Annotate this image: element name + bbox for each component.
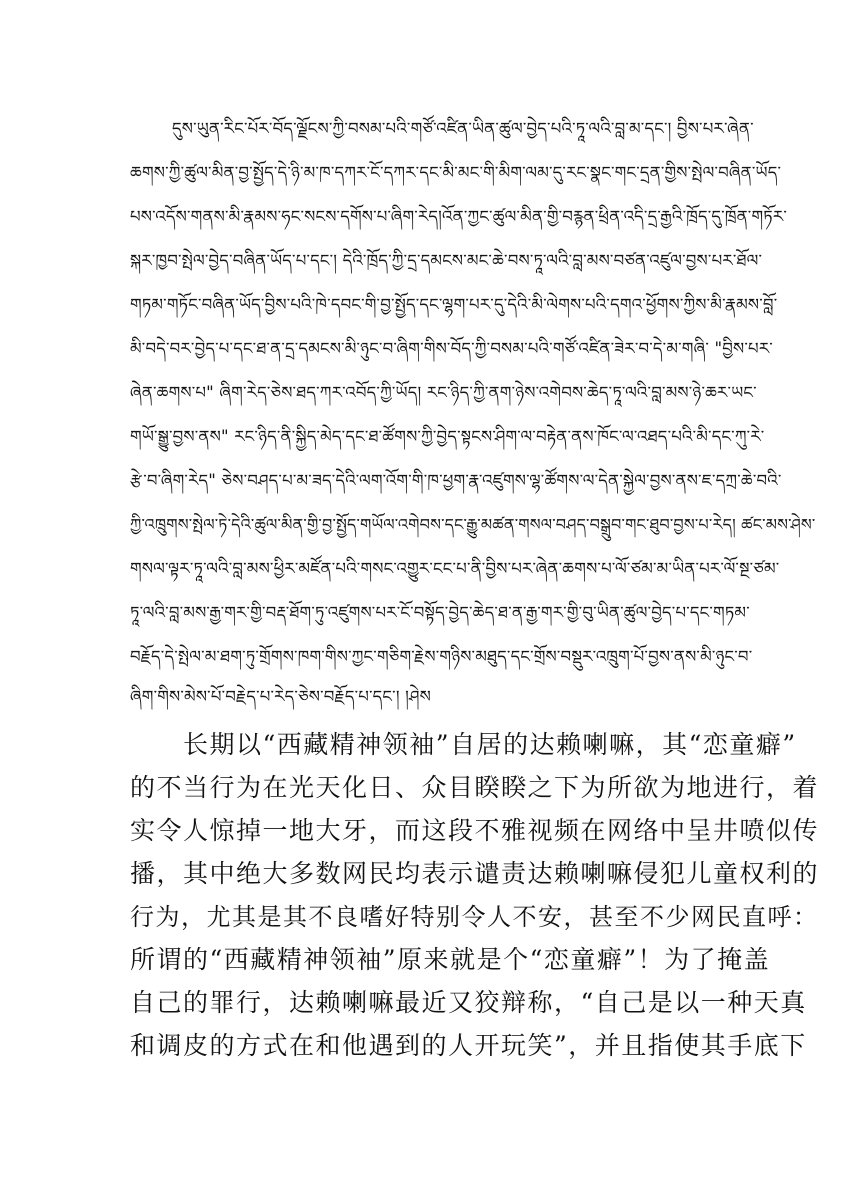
tibetan-line: བརྗོད་དེ་སྤེལ་མ་ཐག་ཏུ་གྲོགས་ཁག་གིས་ཀྱང་གཅིག་རྗེས་གཉིས་མཐུད་དང་གྲོས་བསྡུར་འཁྲུག་པོ་བྱས་ནས་མི་ཉུང་བ་ — [130, 647, 753, 666]
tibetan-line: ཞིག་གིས་མེས་པོ་བརྗེད་པ་རེད་ཅེས་བརྗོད་པ་དང་། །ཤེས — [130, 687, 431, 706]
chinese-line: 播，其中绝大多数网民均表示谴责达赖喇嘛侵犯儿童权利的 — [130, 859, 820, 888]
tibetan-line: ཆགས་ཀྱི་ཚུལ་མིན་བྱ་སྤྱོད་དེ་ཉི་མ་ཁ་དཀར་ངོ་དཀར་དང་མི་མང་གི་མིག་ལམ་དུ་རང་སྣང་གང་དྲན་གྱིས་སྤེལ་བཞིན་ཡོད་ — [130, 163, 782, 182]
tibetan-line: གཡོ་སྒྱུ་བྱས་ནས" རང་ཉིད་ནི་སྐྱིད་མེད་དང་ཐ་ཚོགས་ཀྱི་བྱེད་སྟངས་ཤིག་ལ་བརྟེན་ནས་ཁོང་ལ་འཐད་པའི་མི་དང་ཀུ་རེ་ — [130, 427, 765, 446]
chinese-line: 实令人惊掉一地大牙，而这段不雅视频在网络中呈井喷似传 — [130, 816, 820, 845]
chinese-line: 自己的罪行，达赖喇嘛最近又狡辩称，“自己是以一种天真 — [130, 988, 807, 1017]
chinese-line: 的不当行为在光天化日、众目睽睽之下为所欲为地进行，着 — [130, 773, 820, 802]
tibetan-line: པས་འདོས་གནས་མི་རྣམས་ཧང་སངས་དགོས་པ་ཞིག་རེད།འོན་ཀྱང་ཚུལ་མིན་གྱི་བརྙན་ཕྲིན་འདི་དྲ་རྒྱའི་ཁྲོད་དུ་ཁྲོན་གཏོར་ — [130, 207, 788, 226]
tibetan-line: དུས་ཡུན་རིང་པོར་བོད་ལྗོངས་ཀྱི་བསམ་པའི་གཙོ་འཛིན་ཡིན་ཚུལ་བྱེད་པའི་ཏཱ་ལའི་བླ་མ་དང་། བྱིས་པར་ཞེན་ — [172, 119, 754, 138]
tibetan-line: ཏཱ་ལའི་བླ་མས་རྒྱ་གར་གྱི་བརྡ་ཐོག་ཏུ་འཛུགས་པར་ངོ་བསྟོད་བྱེད་ཆེད་ཐ་ན་རྒྱ་གར་གྱི་བུ་ཡིན་ཚུལ་བྱེད་པ་དང་གཏམ་ — [130, 603, 750, 622]
tibetan-line: རྩེ་བ་ཞིག་རེད" ཅེས་བཤད་པ་མ་ཟད་དེའི་ལག་འོག་གི་ཁ་ཕྱག་རྣ་འཛུགས་ལྷ་ཚོགས་ལ་དེན་སྐྱེལ་བྱས་ནས་ཇ་དཀྲ་ཆེ་བའི་ — [130, 471, 782, 490]
tibetan-line: ཀྱི་འཁྲུགས་སྤེལ་ཏེ་དེའི་ཚུལ་མིན་གྱི་བྱ་སྤྱོད་གཡོལ་འགེབས་དང་རྒྱུ་མཚན་གསལ་བཤད་བསྒྲུབ་གང་ཐུབ་བྱས་པ་རེད། ཚང་མས་ཤེས་ — [130, 515, 816, 534]
chinese-line: 所谓的“西藏精神领袖”原来就是个“恋童癖”！为了掩盖 — [130, 945, 771, 974]
tibetan-line: ཞེན་ཆགས་པ" ཞིག་རེད་ཅེས་ཐད་ཀར་འབོད་ཀྱི་ཡོད། རང་ཉིད་ཀྱི་ནག་ཉེས་འགེབས་ཆེད་ཏཱ་ལའི་བླ་མས་ཉེ་ཆར་ཡང་ — [130, 383, 757, 402]
tibetan-line: གཏམ་གཏོང་བཞིན་ཡོད་བྱིས་པའི་ཁེ་དབང་གི་བྱ་སྤྱོད་དང་ལྷག་པར་དུ་དེའི་མི་ལེགས་པའི་དགའ་ཕྱོགས་ཀྱིས་མི་རྣམས་བློ་ — [130, 295, 778, 314]
chinese-line: 长期以“西藏精神领袖”自居的达赖喇嘛，其“恋童癖” — [130, 730, 797, 759]
tibetan-line: སྐར་ཁྱབ་སྤེལ་བྱེད་བཞིན་ཡོད་པ་དང་། དེའི་ཁྲོད་ཀྱི་དྲ་དམངས་མང་ཆེ་བས་ཏཱ་ལའི་བླ་མས་བཙན་འཛུལ་བྱས་པར་ཐོལ་ — [130, 251, 763, 270]
chinese-line: 和调皮的方式在和他遇到的人开玩笑”，并且指使其手底下 — [130, 1031, 807, 1060]
tibetan-line: གསལ་ལྟར་ཏཱ་ལའི་བླ་མས་ཕྱིར་མཛོན་པའི་གསང་འགྱུར་ངང་པ་ནི་བྱིས་པར་ཞེན་ཆགས་པ་ལོ་ཙམ་མ་ཡིན་པར་ལོ་སྔ་ཙམ་ — [130, 559, 780, 578]
chinese-line: 行为，尤其是其不良嗜好特别令人不安，甚至不少网民直呼： — [130, 903, 819, 931]
tibetan-line: མི་བདེ་བར་བྱེད་པ་དང་ཐ་ན་དྲ་དམངས་མི་ཉུང་བ་ཞིག་གིས་བོད་ཀྱི་བསམ་པའི་གཙོ་འཛིན་ཟེར་བ་དེ་མ་གཞི་ "བྱིས་པར་ — [130, 339, 773, 358]
